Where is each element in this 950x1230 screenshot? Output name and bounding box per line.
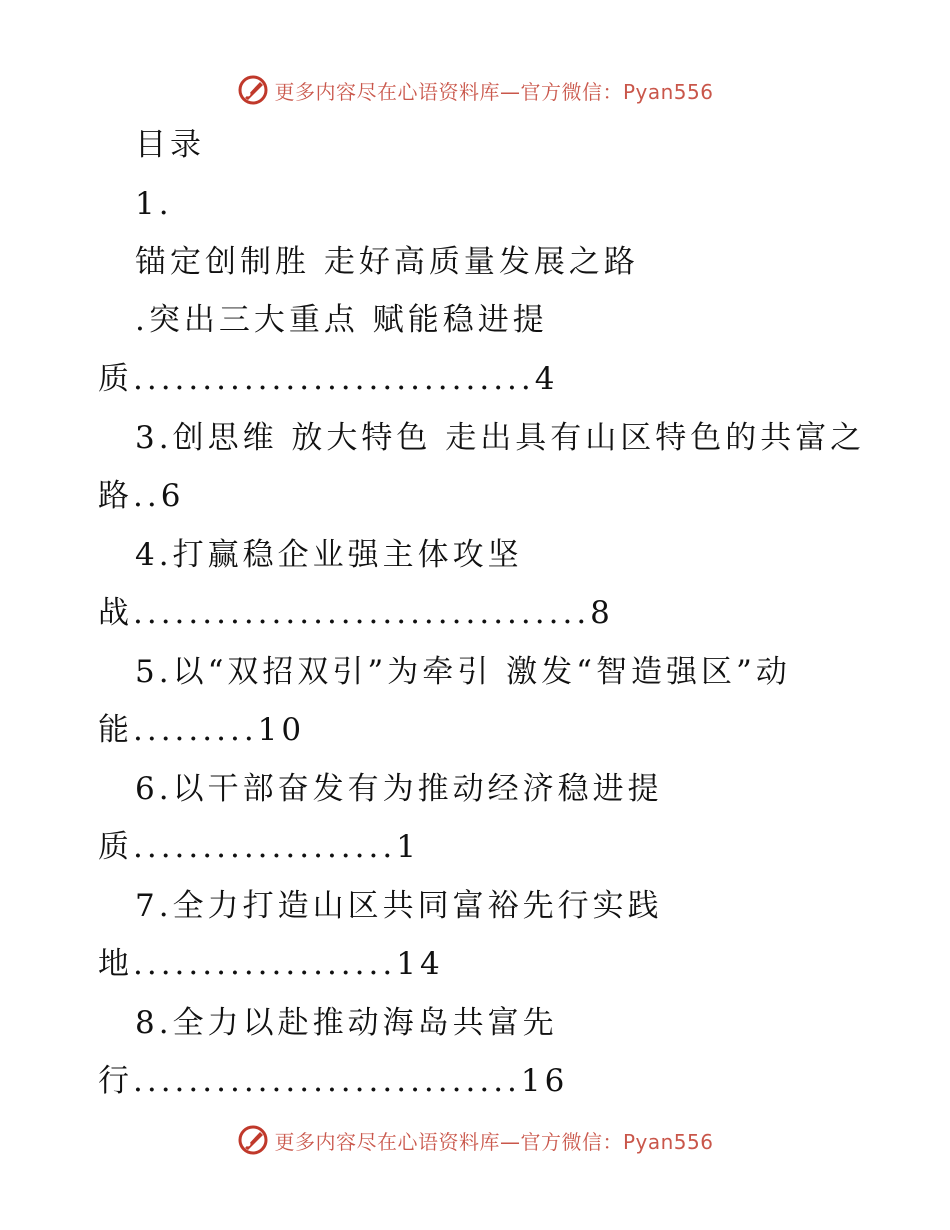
watermark-text: 更多内容尽在心语资料库—官方微信：Pyan556	[274, 79, 714, 104]
toc-line: .突出三大重点 赋能稳进提	[135, 302, 548, 338]
watermark-text: 更多内容尽在心语资料库—官方微信：Pyan556	[274, 1129, 714, 1154]
quill-circle-logo-icon	[236, 1123, 270, 1157]
toc-line: 4.打赢稳企业强主体攻坚	[135, 537, 523, 573]
toc-line: 8.全力以赴推动海岛共富先	[135, 1005, 558, 1041]
toc-line: 锚定创制胜 走好高质量发展之路	[135, 244, 639, 280]
watermark-banner-top	[0, 70, 950, 110]
watermark-banner-bottom	[0, 1120, 950, 1160]
toc-heading: 目录	[135, 127, 205, 163]
toc-line: 7.全力打造山区共同富裕先行实践	[135, 888, 663, 924]
toc-line: 战.................................8	[98, 595, 614, 631]
toc-line: 3.创思维 放大特色 走出具有山区特色的共富之	[135, 420, 866, 456]
toc-line: 地...................14	[98, 946, 444, 982]
toc-line: 质.............................4	[98, 361, 559, 397]
toc-line: 能.........10	[98, 712, 306, 748]
toc-line: 质...................1	[98, 829, 420, 865]
quill-circle-logo-icon	[236, 73, 270, 107]
toc-line: 行............................16	[98, 1063, 569, 1099]
toc-line: 1.	[135, 186, 173, 222]
toc-line: 路..6	[98, 478, 185, 514]
toc-line: 6.以干部奋发有为推动经济稳进提	[135, 771, 663, 807]
toc-line: 5.以“双招双引”为牵引 激发“智造强区”动	[135, 654, 791, 690]
